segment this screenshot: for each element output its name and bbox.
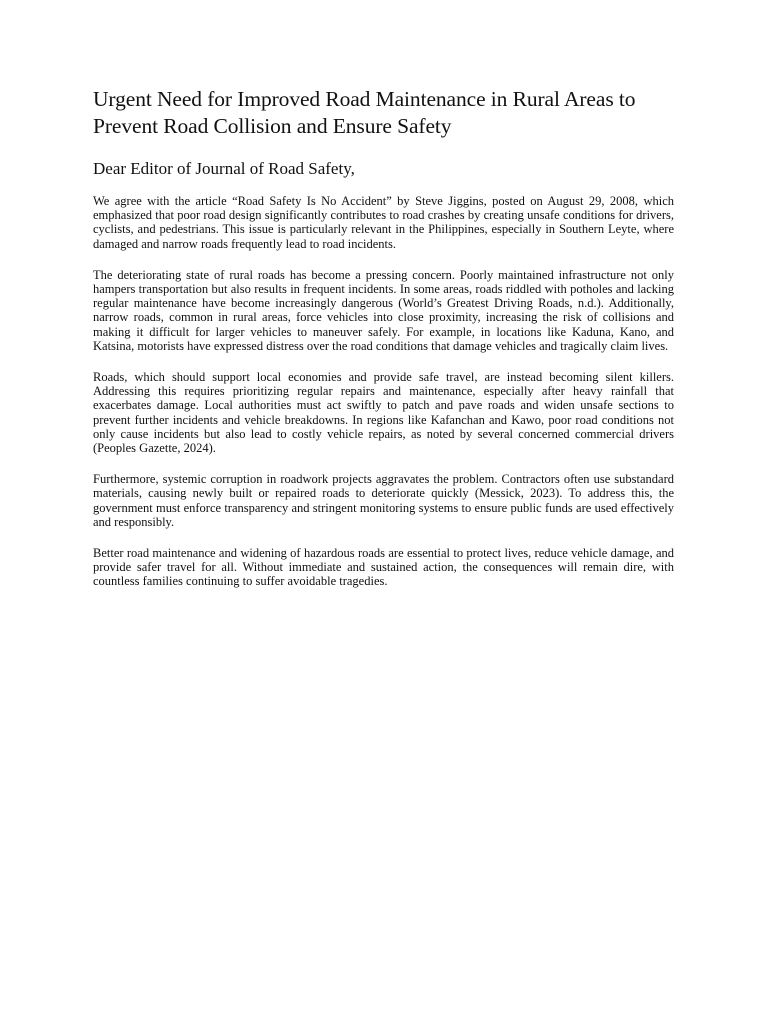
body-paragraph-3: Roads, which should support local economies and provide safe travel, are instead becoming silent killers. Addressing this requires prioritizing regular repairs and maintenance, especially after heavy rainfall that exacerbates damage. Local authorities must act swiftly to patch and pave roads and widen unsafe sections to prevent further incidents and vehicle breakdowns. In regions like Kafanchan and Kawo, poor road conditions not only cause incidents but also lead to costly vehicle repairs, as noted by several concerned commercial drivers (Peoples Gazette, 2024). (93, 370, 674, 456)
body-paragraph-2: The deteriorating state of rural roads has become a pressing concern. Poorly maintained infrastructure not only hampers transportation but also results in frequent incidents. In some areas, roads riddled with potholes and lacking regular maintenance have become increasingly dangerous (World’s Greatest Driving Roads, n.d.). Additionally, narrow roads, common in rural areas, force vehicles into close proximity, increasing the risk of collisions and making it difficult for larger vehicles to maneuver safely. For example, in locations like Kaduna, Kano, and Katsina, motorists have expressed distress over the road conditions that damage vehicles and tragically claim lives. (93, 267, 674, 353)
body-paragraph-1: We agree with the article “Road Safety Is No Accident” by Steve Jiggins, posted on August 29, 2008, which emphasized that poor road design significantly contributes to road crashes by creating unsafe conditions for drivers, cyclists, and pedestrians. This issue is particularly relevant in the Philippines, especially in Southern Leyte, where damaged and narrow roads frequently lead to road incidents. (93, 194, 674, 251)
document-page (93, 86, 674, 606)
salutation: Dear Editor of Journal of Road Safety, (93, 159, 355, 178)
body-paragraph-5: Better road maintenance and widening of hazardous roads are essential to protect lives, reduce vehicle damage, and provide safer travel for all. Without immediate and sustained action, the consequences will remain dire, with countless families continuing to suffer avoidable tragedies. (93, 546, 674, 589)
document-title: Urgent Need for Improved Road Maintenance in Rural Areas to Prevent Road Collision and Ensure Safety (93, 87, 636, 138)
body-paragraph-4: Furthermore, systemic corruption in roadwork projects aggravates the problem. Contractors often use substandard materials, causing newly built or repaired roads to deteriorate quickly (Messick, 2023). To address this, the government must enforce transparency and stringent monitoring systems to ensure public funds are used effectively and responsibly. (93, 472, 674, 529)
